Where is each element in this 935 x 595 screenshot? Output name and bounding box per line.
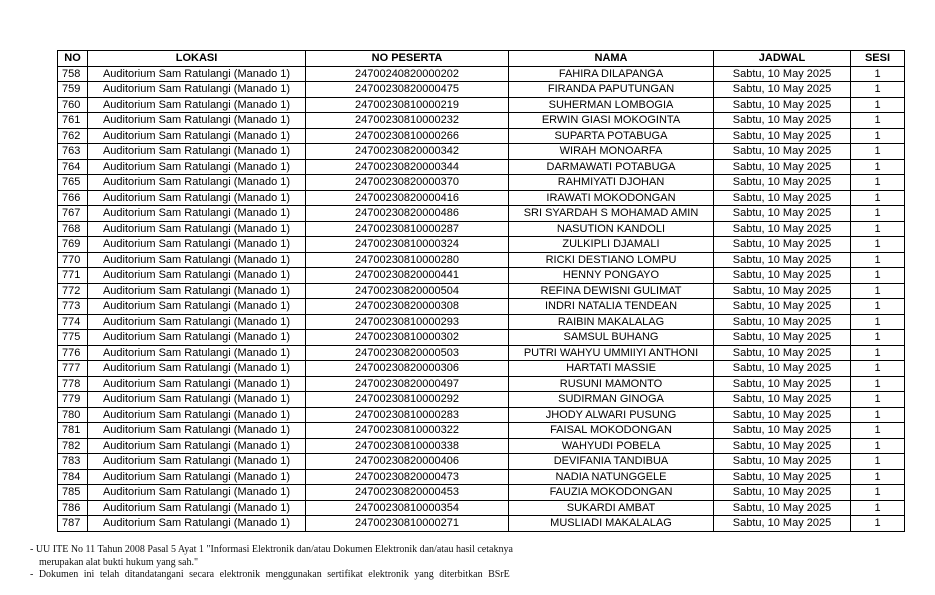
cell-jadwal: Sabtu, 10 May 2025: [714, 345, 851, 361]
cell-no: 758: [58, 66, 88, 82]
cell-nama: ERWIN GIASI MOKOGINTA: [509, 113, 714, 129]
cell-sesi: 1: [851, 376, 905, 392]
table-row: [58, 376, 905, 392]
cell-nama: NADIA NATUNGGELE: [509, 469, 714, 485]
table-row: [58, 268, 905, 284]
cell-no: 780: [58, 407, 88, 423]
cell-no: 763: [58, 144, 88, 160]
cell-no: 767: [58, 206, 88, 222]
cell-sesi: 1: [851, 345, 905, 361]
header-no-peserta: NO PESERTA: [306, 51, 509, 67]
cell-no-peserta: 24700230820000370: [306, 175, 509, 191]
cell-no-peserta: 24700230820000406: [306, 454, 509, 470]
cell-sesi: 1: [851, 66, 905, 82]
table-row: [58, 314, 905, 330]
cell-jadwal: Sabtu, 10 May 2025: [714, 407, 851, 423]
table-row: [58, 361, 905, 377]
table-row: [58, 454, 905, 470]
cell-no-peserta: 24700230810000287: [306, 221, 509, 237]
cell-lokasi: Auditorium Sam Ratulangi (Manado 1): [88, 206, 306, 222]
cell-lokasi: Auditorium Sam Ratulangi (Manado 1): [88, 469, 306, 485]
header-no: NO: [58, 51, 88, 67]
cell-jadwal: Sabtu, 10 May 2025: [714, 500, 851, 516]
cell-no: 764: [58, 159, 88, 175]
cell-nama: HENNY PONGAYO: [509, 268, 714, 284]
cell-nama: FAHIRA DILAPANGA: [509, 66, 714, 82]
table-row: [58, 206, 905, 222]
cell-nama: FAUZIA MOKODONGAN: [509, 485, 714, 501]
cell-sesi: 1: [851, 407, 905, 423]
table-row: [58, 407, 905, 423]
table-row: [58, 82, 905, 98]
cell-nama: HARTATI MASSIE: [509, 361, 714, 377]
cell-lokasi: Auditorium Sam Ratulangi (Manado 1): [88, 268, 306, 284]
cell-no: 759: [58, 82, 88, 98]
cell-lokasi: Auditorium Sam Ratulangi (Manado 1): [88, 66, 306, 82]
cell-jadwal: Sabtu, 10 May 2025: [714, 376, 851, 392]
cell-lokasi: Auditorium Sam Ratulangi (Manado 1): [88, 221, 306, 237]
cell-nama: RAHMIYATI DJOHAN: [509, 175, 714, 191]
cell-lokasi: Auditorium Sam Ratulangi (Manado 1): [88, 190, 306, 206]
cell-sesi: 1: [851, 454, 905, 470]
cell-nama: SUPARTA POTABUGA: [509, 128, 714, 144]
cell-no: 776: [58, 345, 88, 361]
cell-no-peserta: 24700230810000280: [306, 252, 509, 268]
cell-no-peserta: 24700230820000453: [306, 485, 509, 501]
table-row: [58, 423, 905, 439]
cell-no: 770: [58, 252, 88, 268]
cell-lokasi: Auditorium Sam Ratulangi (Manado 1): [88, 345, 306, 361]
cell-no-peserta: 24700230810000324: [306, 237, 509, 253]
table-row: [58, 330, 905, 346]
cell-jadwal: Sabtu, 10 May 2025: [714, 82, 851, 98]
cell-sesi: 1: [851, 314, 905, 330]
cell-jadwal: Sabtu, 10 May 2025: [714, 361, 851, 377]
cell-no-peserta: 24700230810000266: [306, 128, 509, 144]
cell-nama: REFINA DEWISNI GULIMAT: [509, 283, 714, 299]
cell-jadwal: Sabtu, 10 May 2025: [714, 128, 851, 144]
cell-sesi: 1: [851, 283, 905, 299]
header-jadwal: JADWAL: [714, 51, 851, 67]
cell-jadwal: Sabtu, 10 May 2025: [714, 252, 851, 268]
cell-lokasi: Auditorium Sam Ratulangi (Manado 1): [88, 299, 306, 315]
cell-no-peserta: 24700230810000293: [306, 314, 509, 330]
cell-no-peserta: 24700230820000473: [306, 469, 509, 485]
cell-jadwal: Sabtu, 10 May 2025: [714, 175, 851, 191]
cell-nama: SAMSUL BUHANG: [509, 330, 714, 346]
cell-jadwal: Sabtu, 10 May 2025: [714, 268, 851, 284]
cell-no: 766: [58, 190, 88, 206]
participant-table: [57, 50, 905, 532]
cell-lokasi: Auditorium Sam Ratulangi (Manado 1): [88, 516, 306, 532]
cell-nama: RUSUNI MAMONTO: [509, 376, 714, 392]
cell-no-peserta: 24700230820000475: [306, 82, 509, 98]
table-row: [58, 516, 905, 532]
cell-nama: WIRAH MONOARFA: [509, 144, 714, 160]
cell-lokasi: Auditorium Sam Ratulangi (Manado 1): [88, 423, 306, 439]
table-row: [58, 159, 905, 175]
cell-no-peserta: 24700230810000302: [306, 330, 509, 346]
cell-no: 778: [58, 376, 88, 392]
cell-sesi: 1: [851, 144, 905, 160]
cell-sesi: 1: [851, 330, 905, 346]
cell-no: 784: [58, 469, 88, 485]
cell-no-peserta: 24700230820000416: [306, 190, 509, 206]
cell-jadwal: Sabtu, 10 May 2025: [714, 516, 851, 532]
cell-nama: SRI SYARDAH S MOHAMAD AMIN: [509, 206, 714, 222]
table-header-row: [58, 51, 905, 67]
cell-no-peserta: 24700230820000344: [306, 159, 509, 175]
cell-no: 777: [58, 361, 88, 377]
footer-line-ite-cont: merupakan alat bukti hukum yang sah.": [39, 556, 199, 568]
cell-nama: IRAWATI MOKODONGAN: [509, 190, 714, 206]
cell-sesi: 1: [851, 82, 905, 98]
table-row: [58, 500, 905, 516]
table-row: [58, 113, 905, 129]
cell-nama: RAIBIN MAKALALAG: [509, 314, 714, 330]
cell-no-peserta: 24700230810000338: [306, 438, 509, 454]
cell-lokasi: Auditorium Sam Ratulangi (Manado 1): [88, 159, 306, 175]
table-body: [58, 66, 905, 531]
cell-sesi: 1: [851, 113, 905, 129]
cell-no-peserta: 24700230820000486: [306, 206, 509, 222]
cell-nama: FIRANDA PAPUTUNGAN: [509, 82, 714, 98]
table-row: [58, 283, 905, 299]
cell-sesi: 1: [851, 190, 905, 206]
cell-no: 772: [58, 283, 88, 299]
cell-lokasi: Auditorium Sam Ratulangi (Manado 1): [88, 485, 306, 501]
cell-no: 779: [58, 392, 88, 408]
table-row: [58, 221, 905, 237]
cell-sesi: 1: [851, 361, 905, 377]
cell-no-peserta: 24700230820000306: [306, 361, 509, 377]
cell-sesi: 1: [851, 516, 905, 532]
cell-jadwal: Sabtu, 10 May 2025: [714, 159, 851, 175]
cell-jadwal: Sabtu, 10 May 2025: [714, 97, 851, 113]
cell-no-peserta: 24700230810000283: [306, 407, 509, 423]
cell-jadwal: Sabtu, 10 May 2025: [714, 314, 851, 330]
cell-jadwal: Sabtu, 10 May 2025: [714, 485, 851, 501]
cell-no-peserta: 24700230820000308: [306, 299, 509, 315]
cell-nama: INDRI NATALIA TENDEAN: [509, 299, 714, 315]
cell-lokasi: Auditorium Sam Ratulangi (Manado 1): [88, 97, 306, 113]
cell-jadwal: Sabtu, 10 May 2025: [714, 299, 851, 315]
cell-no-peserta: 24700230820000441: [306, 268, 509, 284]
cell-sesi: 1: [851, 268, 905, 284]
cell-no: 769: [58, 237, 88, 253]
cell-no-peserta: 24700230810000322: [306, 423, 509, 439]
cell-nama: DARMAWATI POTABUGA: [509, 159, 714, 175]
cell-no: 760: [58, 97, 88, 113]
cell-jadwal: Sabtu, 10 May 2025: [714, 66, 851, 82]
cell-jadwal: Sabtu, 10 May 2025: [714, 392, 851, 408]
cell-jadwal: Sabtu, 10 May 2025: [714, 237, 851, 253]
cell-no-peserta: 24700230810000232: [306, 113, 509, 129]
cell-lokasi: Auditorium Sam Ratulangi (Manado 1): [88, 392, 306, 408]
cell-jadwal: Sabtu, 10 May 2025: [714, 469, 851, 485]
table-row: [58, 469, 905, 485]
cell-no: 762: [58, 128, 88, 144]
cell-no: 787: [58, 516, 88, 532]
table-row: [58, 299, 905, 315]
table-row: [58, 438, 905, 454]
table-row: [58, 175, 905, 191]
cell-lokasi: Auditorium Sam Ratulangi (Manado 1): [88, 376, 306, 392]
cell-no: 774: [58, 314, 88, 330]
cell-sesi: 1: [851, 299, 905, 315]
cell-sesi: 1: [851, 252, 905, 268]
cell-lokasi: Auditorium Sam Ratulangi (Manado 1): [88, 407, 306, 423]
cell-jadwal: Sabtu, 10 May 2025: [714, 221, 851, 237]
cell-lokasi: Auditorium Sam Ratulangi (Manado 1): [88, 128, 306, 144]
legal-footer: [30, 544, 513, 582]
cell-no-peserta: 24700230820000503: [306, 345, 509, 361]
cell-no-peserta: 24700230810000292: [306, 392, 509, 408]
cell-nama: MUSLIADI MAKALALAG: [509, 516, 714, 532]
table-row: [58, 237, 905, 253]
cell-nama: ZULKIPLI DJAMALI: [509, 237, 714, 253]
table-row: [58, 190, 905, 206]
table-row: [58, 345, 905, 361]
header-nama: NAMA: [509, 51, 714, 67]
cell-lokasi: Auditorium Sam Ratulangi (Manado 1): [88, 454, 306, 470]
table-row: [58, 97, 905, 113]
cell-jadwal: Sabtu, 10 May 2025: [714, 438, 851, 454]
cell-sesi: 1: [851, 485, 905, 501]
cell-no: 773: [58, 299, 88, 315]
cell-lokasi: Auditorium Sam Ratulangi (Manado 1): [88, 438, 306, 454]
cell-jadwal: Sabtu, 10 May 2025: [714, 113, 851, 129]
cell-nama: DEVIFANIA TANDIBUA: [509, 454, 714, 470]
cell-lokasi: Auditorium Sam Ratulangi (Manado 1): [88, 237, 306, 253]
cell-no: 765: [58, 175, 88, 191]
cell-sesi: 1: [851, 175, 905, 191]
cell-sesi: 1: [851, 128, 905, 144]
cell-lokasi: Auditorium Sam Ratulangi (Manado 1): [88, 314, 306, 330]
cell-jadwal: Sabtu, 10 May 2025: [714, 283, 851, 299]
cell-no: 775: [58, 330, 88, 346]
cell-sesi: 1: [851, 206, 905, 222]
cell-nama: RICKI DESTIANO LOMPU: [509, 252, 714, 268]
cell-jadwal: Sabtu, 10 May 2025: [714, 454, 851, 470]
cell-sesi: 1: [851, 500, 905, 516]
cell-sesi: 1: [851, 159, 905, 175]
table-row: [58, 66, 905, 82]
cell-no: 771: [58, 268, 88, 284]
cell-jadwal: Sabtu, 10 May 2025: [714, 423, 851, 439]
cell-jadwal: Sabtu, 10 May 2025: [714, 144, 851, 160]
cell-nama: PUTRI WAHYU UMMIIYI ANTHONI: [509, 345, 714, 361]
cell-jadwal: Sabtu, 10 May 2025: [714, 190, 851, 206]
cell-lokasi: Auditorium Sam Ratulangi (Manado 1): [88, 361, 306, 377]
cell-sesi: 1: [851, 221, 905, 237]
cell-no: 786: [58, 500, 88, 516]
cell-lokasi: Auditorium Sam Ratulangi (Manado 1): [88, 330, 306, 346]
cell-lokasi: Auditorium Sam Ratulangi (Manado 1): [88, 144, 306, 160]
cell-no-peserta: 24700230820000342: [306, 144, 509, 160]
cell-no-peserta: 24700230810000271: [306, 516, 509, 532]
cell-lokasi: Auditorium Sam Ratulangi (Manado 1): [88, 113, 306, 129]
table-row: [58, 144, 905, 160]
cell-no: 785: [58, 485, 88, 501]
cell-nama: SUKARDI AMBAT: [509, 500, 714, 516]
header-sesi: SESI: [851, 51, 905, 67]
cell-no: 768: [58, 221, 88, 237]
footer-line-ite: - UU ITE No 11 Tahun 2008 Pasal 5 Ayat 1 "Informasi Elektronik dan/atau Dokumen Elektronik dan/atau hasil cetaknya: [30, 544, 513, 555]
cell-nama: WAHYUDI POBELA: [509, 438, 714, 454]
cell-sesi: 1: [851, 237, 905, 253]
table-row: [58, 128, 905, 144]
cell-sesi: 1: [851, 97, 905, 113]
table-row: [58, 252, 905, 268]
cell-no: 761: [58, 113, 88, 129]
cell-lokasi: Auditorium Sam Ratulangi (Manado 1): [88, 82, 306, 98]
cell-no-peserta: 24700230820000504: [306, 283, 509, 299]
cell-no-peserta: 24700230810000219: [306, 97, 509, 113]
cell-no-peserta: 24700230820000497: [306, 376, 509, 392]
cell-no: 781: [58, 423, 88, 439]
cell-lokasi: Auditorium Sam Ratulangi (Manado 1): [88, 283, 306, 299]
cell-jadwal: Sabtu, 10 May 2025: [714, 206, 851, 222]
header-lokasi: LOKASI: [88, 51, 306, 67]
table-row: [58, 485, 905, 501]
footer-line-bsre: - Dokumen ini telah ditandatangani secara elektronik menggunakan sertifikat elektronik yang diterbitkan BSrE: [30, 569, 510, 580]
cell-no-peserta: 24700240820000202: [306, 66, 509, 82]
cell-no-peserta: 24700230810000354: [306, 500, 509, 516]
cell-nama: SUHERMAN LOMBOGIA: [509, 97, 714, 113]
cell-lokasi: Auditorium Sam Ratulangi (Manado 1): [88, 500, 306, 516]
cell-no: 782: [58, 438, 88, 454]
cell-nama: NASUTION KANDOLI: [509, 221, 714, 237]
cell-lokasi: Auditorium Sam Ratulangi (Manado 1): [88, 175, 306, 191]
cell-nama: JHODY ALWARI PUSUNG: [509, 407, 714, 423]
cell-no: 783: [58, 454, 88, 470]
cell-lokasi: Auditorium Sam Ratulangi (Manado 1): [88, 252, 306, 268]
table-row: [58, 392, 905, 408]
cell-sesi: 1: [851, 423, 905, 439]
cell-nama: SUDIRMAN GINOGA: [509, 392, 714, 408]
cell-sesi: 1: [851, 438, 905, 454]
cell-sesi: 1: [851, 392, 905, 408]
cell-nama: FAISAL MOKODONGAN: [509, 423, 714, 439]
cell-jadwal: Sabtu, 10 May 2025: [714, 330, 851, 346]
cell-sesi: 1: [851, 469, 905, 485]
